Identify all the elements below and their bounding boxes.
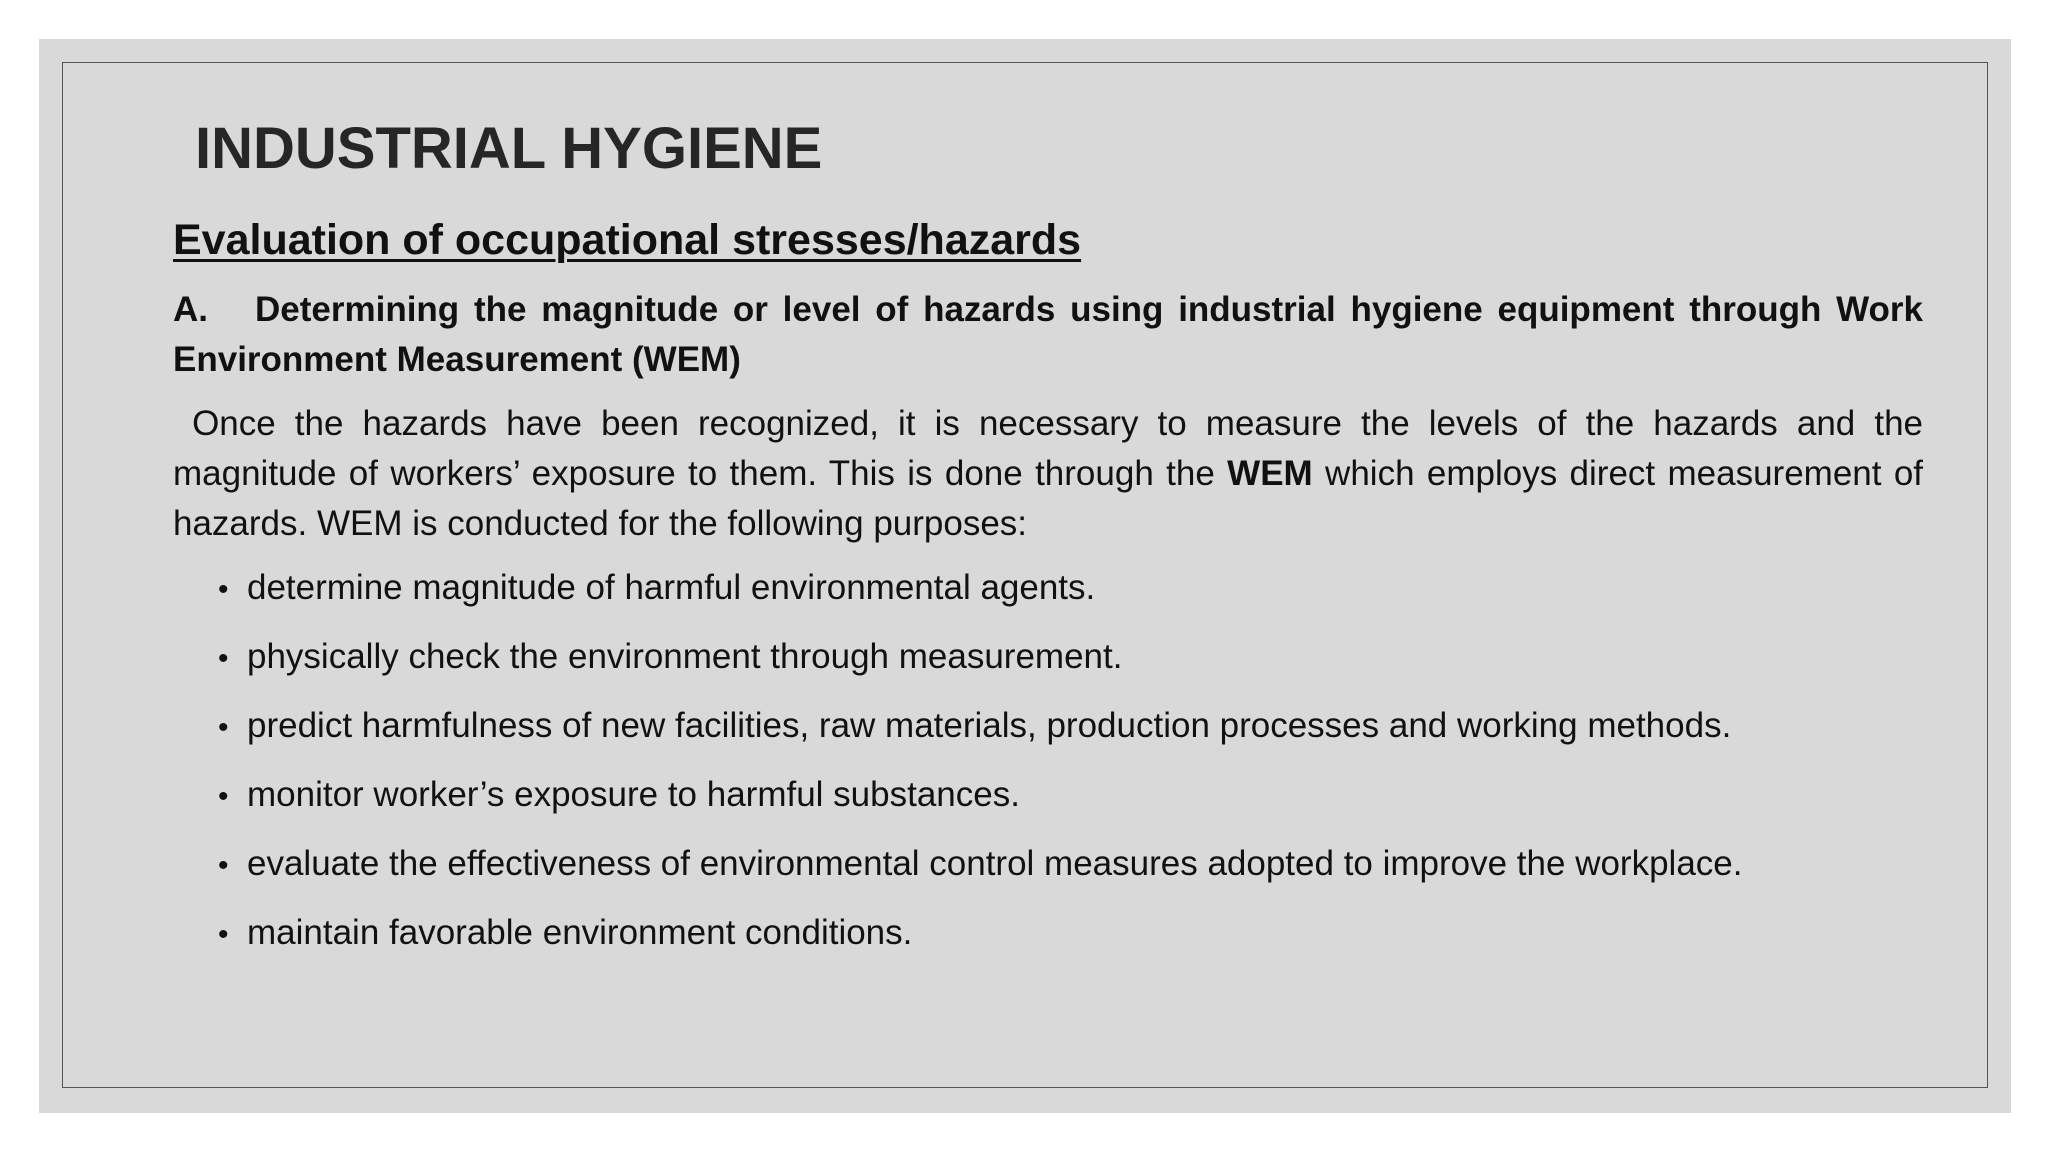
list-item-text: predict harmfulness of new facilities, raw materials, production processes and working methods. [247,706,1732,745]
purpose-list [173,563,1923,960]
slide-content [173,213,1923,977]
intro-text-start: Once the hazards have been recognized, it is necessary to measure the levels of the hazards and the magnitude of workers’ exposure to them. This is done through the [173,404,1923,493]
slide-title: INDUSTRIAL HYGIENE [195,116,823,181]
intro-paragraph [173,399,1923,549]
section-heading: Evaluation of occupational stresses/hazards [173,216,1082,264]
bullet-icon: • [218,849,229,882]
bullet-icon: • [218,918,229,951]
list-item [218,908,1923,960]
list-item-text: maintain favorable environment conditions. [247,913,913,952]
section-a-heading [173,285,1923,385]
list-item-text: physically check the environment through measurement. [247,637,1123,676]
list-item [218,839,1923,891]
list-item-text: determine magnitude of harmful environmental agents. [247,568,1096,607]
list-item [218,770,1923,822]
bullet-icon: • [218,711,229,744]
bullet-icon: • [218,642,229,675]
section-a-text: Determining the magnitude or level of hazards using industrial hygiene equipment through Work Environment Measurement (WEM) [173,290,1923,379]
section-a-label: A. [173,290,208,329]
list-item-text: monitor worker’s exposure to harmful substances. [247,775,1020,814]
intro-text-bold: WEM [1227,454,1313,493]
intro-text-end: which employs direct measurement of hazards. WEM is conducted for the following purposes: [173,454,1924,543]
list-item [218,563,1923,615]
bullet-icon: • [218,573,229,606]
list-item-text: evaluate the effectiveness of environmental control measures adopted to improve the workplace. [247,844,1743,883]
list-item [218,632,1923,684]
list-item [218,701,1923,753]
bullet-icon: • [218,780,229,813]
